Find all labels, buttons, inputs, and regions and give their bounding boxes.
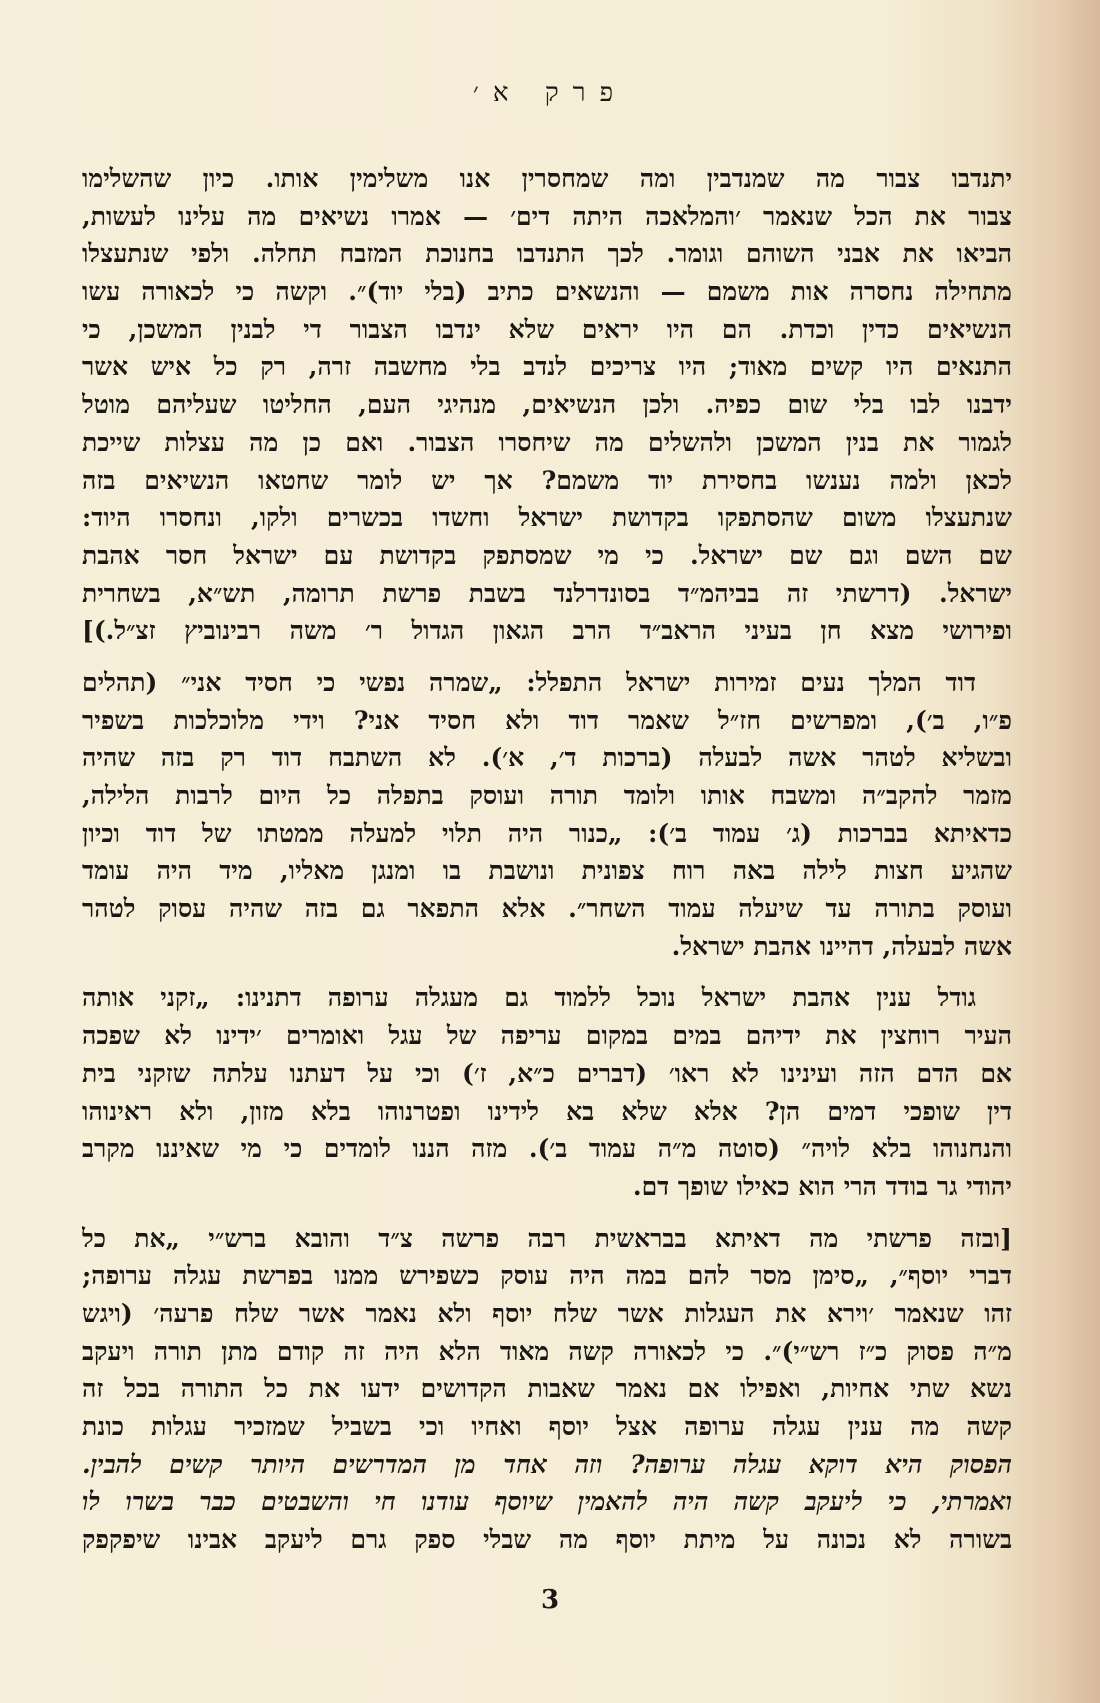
text-line: דוד המלך נעים זמירות ישראל התפלל: „שמרה נפשי כי חסיד אני״ (תהלים (82, 667, 976, 697)
text-line: שהגיע חצות לילה באה רוח צפונית ונושבת בו ומנגן מאליו, מיד היה עומד (82, 856, 1012, 886)
text-line: שם השם וגם שם ישראל. כי מי שמסתפק בקדושת עם ישראל חסר אהבת (82, 540, 1012, 570)
body-text (82, 160, 1012, 1573)
chapter-heading: פרק א׳ (472, 78, 628, 108)
text-line: לכאן ולמה נענשו בחסירת יוד משמם? אך יש לומר שחטאו הנשיאים בזה (82, 465, 1012, 495)
text-line: ישראל. (דרשתי זה בביהמ״ד בסונדרלנד בשבת פרשת תרומה, תש״א, בשחרית (82, 578, 1012, 608)
text-line: אם הדם הזה ועינינו לא ראו׳ (דברים כ״א, ז׳) וכי על דעתנו עלתה שזקני בית (82, 1058, 1012, 1088)
text-line: דברי יוסף״, „סימן מסר להם במה היה עוסק כשפירש ממנו בפרשת עגלה ערופה; (82, 1261, 1012, 1291)
text-line: ובשליא לטהר אשה לבעלה (ברכות ד׳, א׳). לא השתבח דוד רק בזה שהיה (82, 743, 1012, 773)
text-line: ועוסק בתורה עד שיעלה עמוד השחר״. אלא התפאר גם בזה שהיה עסוק לטהר (82, 894, 1012, 924)
text-line: יתנדבו צבור מה שמנדבין ומה שמחסרין אנו משלימין אותו. כיון שהשלימו (82, 164, 1012, 193)
text-line: העיר רוחצין את ידיהם במים במקום עריפה של עגל ואומרים ׳ידינו לא שפכה (82, 1021, 1012, 1051)
text-line: צבור את הכל שנאמר ׳והמלאכה היתה דים׳ — אמרו נשיאים מה עלינו לעשות, (82, 201, 1012, 231)
text-line: זהו שנאמר ׳וירא את העגלות אשר שלח יוסף ולא נאמר אשר שלח פרעה׳ (ויגש (82, 1298, 1012, 1328)
text-line: פ״ו, ב׳), ומפרשים חז״ל שאמר דוד ולא חסיד אני? וידי מלוכלכות בשפיר (82, 705, 1012, 735)
text-line: ופירושי מצא חן בעיני הראב״ד הרב הגאון הגדול ר׳ משה רבינוביץ זצ״ל.)] (82, 616, 1012, 646)
text-line: קשה מה ענין עגלה ערופה אצל יוסף ואחיו וכי בשביל שמזכיר עגלות כונת (82, 1412, 1012, 1441)
text-line: כדאיתא בברכות (ג׳ עמוד ב׳): „כנור היה תלוי למעלה ממטתו של דוד וכיון (82, 818, 1012, 848)
text-line: לגמור את בנין המשכן ולהשלים מה שיחסרו הצבור. ואם כן מה עצלות שייכת (82, 427, 1012, 457)
text-line: מזמר להקב״ה ומשבח אותו ולומד תורה ועוסק בתפלה כל היום לרבות הלילה, (82, 781, 1012, 810)
text-line: דין שופכי דמים הן? אלא שלא בא לידינו ופטרנוהו בלא מזון, ולא ראינוהו (82, 1096, 1012, 1126)
text-line: מ״ה פסוק כ״ז רש״י)״. כי לכאורה קשה מאוד הלא היה זה קודם מתן תורה ויעקב (82, 1336, 1012, 1366)
text-line: נשא שתי אחיות, ואפילו אם נאמר שאבות הקדושים ידעו את כל התורה בכל זה (82, 1374, 1012, 1404)
text-line: בשורה לא נכונה על מיתת יוסף מה שבלי ספק גרם ליעקב אבינו שיפקפק (82, 1525, 1012, 1555)
text-line: ידבנו לבו בלי שום כפיה. ולכן הנשיאים, מנהיגי העם, החליטו שעליהם מוטל (82, 390, 1012, 420)
text-line: שנתעצלו משום שהסתפקו בקדושת ישראל וחשדו בכשרים ולקו, ונחסרו היוד: (82, 503, 1012, 533)
page-number: 3 (540, 1585, 560, 1615)
text-line: אשה לבעלה, דהיינו אהבת ישראל. (671, 931, 1012, 961)
text-line: הביאו את אבני השוהם וגומר. לכך התנדבו בחנוכת המזבח תחלה. ולפי שנתעצלו (82, 239, 1012, 269)
text-line: מתחילה נחסרה אות משמם — והנשאים כתיב (בלי יוד)״. וקשה כי לכאורה עשו (82, 277, 1012, 307)
text-line: ואמרתי, כי ליעקב קשה היה להאמין שיוסף עודנו חי והשבטים כבר בשרו לו (82, 1487, 1012, 1517)
text-line: הנשיאים כדין וכדת. הם היו יראים שלא ינדבו הצבור די לבנין המשכן, כי (82, 314, 1012, 344)
text-line: הפסוק היא דוקא עגלה ערופה? וזה אחד מן המדרשים היותר קשים להבין. (82, 1449, 1012, 1479)
paragraph (82, 160, 1012, 650)
text-line: יהודי גר בודד הרי הוא כאילו שופך דם. (632, 1171, 1012, 1201)
paragraph (82, 979, 1012, 1205)
text-line: [ובזה פרשתי מה דאיתא בבראשית רבה פרשה צ״ד והובא ברש״י „את כל (82, 1223, 1012, 1253)
text-line: גודל ענין אהבת ישראל נוכל ללמוד גם מעגלה ערופה דתנינו: „זקני אותה (82, 983, 976, 1013)
paragraph (82, 664, 1012, 966)
paragraph (82, 1220, 1012, 1559)
text-line: והנחנוהו בלא לויה״ (סוטה מ״ה עמוד ב׳). מזה הננו לומדים כי מי שאיננו מקרב (82, 1134, 1012, 1164)
text-line: התנאים היו קשים מאוד; היו צריכים לנדב בלי מחשבה זרה, רק כל איש אשר (82, 352, 1012, 382)
